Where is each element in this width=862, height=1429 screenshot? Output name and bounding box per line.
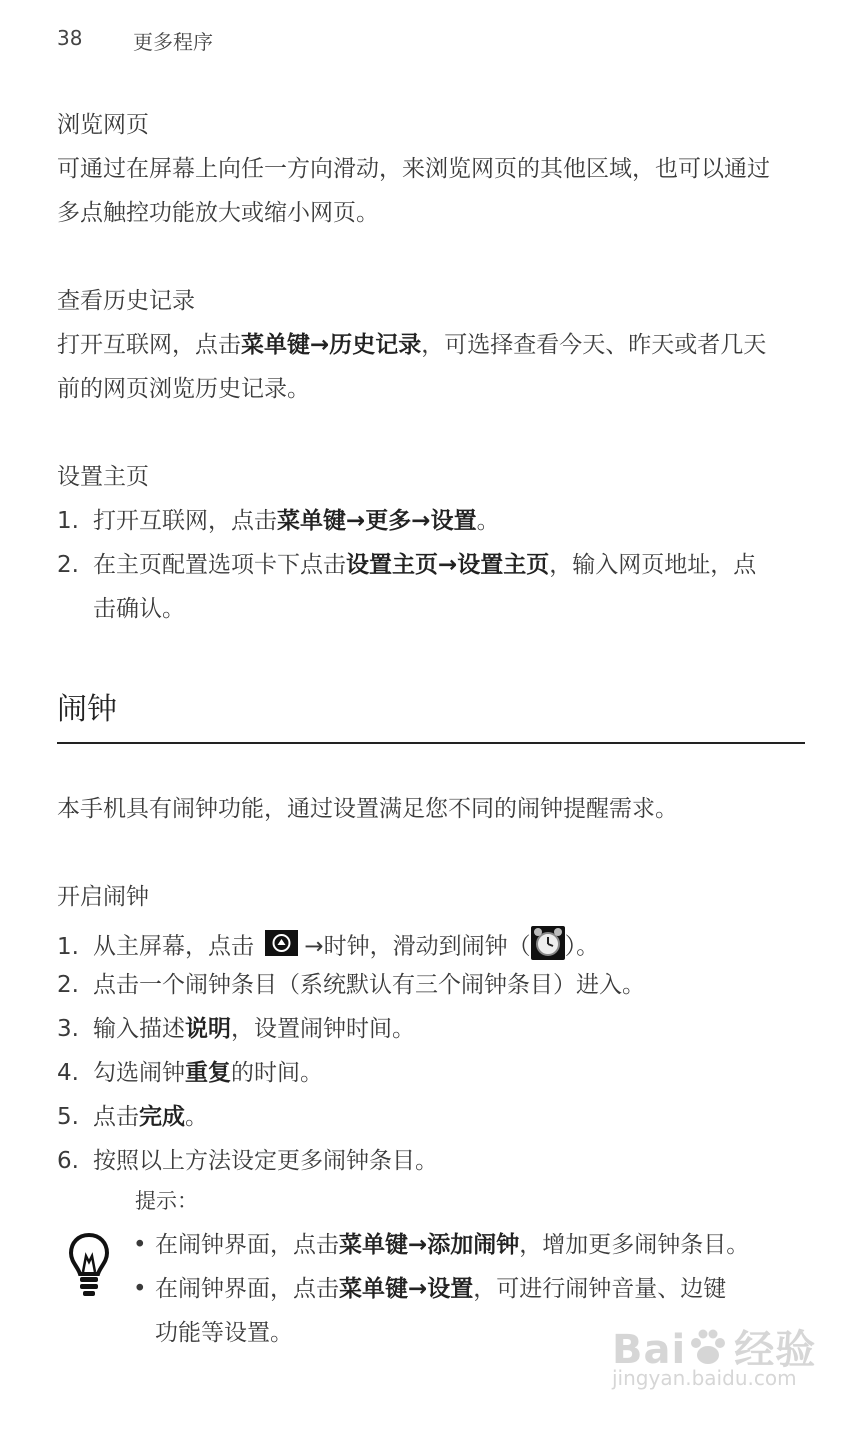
tip-text: 在闹钟界面，点击 xyxy=(155,1232,339,1258)
step-text: 点击 xyxy=(93,1104,139,1130)
tip-text: 在闹钟界面，点击 xyxy=(155,1276,339,1302)
description-term: 说明 xyxy=(185,1016,231,1042)
section-heading: 闹钟 xyxy=(57,692,117,727)
history-title: 查看历史记录 xyxy=(57,288,195,314)
step-number: 1. xyxy=(57,933,79,960)
homepage-title: 设置主页 xyxy=(57,464,149,490)
step-text: 的时间。 xyxy=(231,1060,323,1086)
tip-label: 提示： xyxy=(135,1189,198,1213)
arrow: → xyxy=(310,332,330,358)
step-text: ，输入网页地址，点 xyxy=(549,552,757,578)
step-number: 4. xyxy=(57,1060,79,1086)
step-text: 在主页配置选项卡下点击 xyxy=(93,552,346,578)
arrow: → xyxy=(438,552,458,578)
history-line-1 xyxy=(57,330,766,360)
menu-key-term: 菜单键 xyxy=(339,1232,408,1258)
more-term: 更多 xyxy=(365,508,412,534)
tip-bullet-2-cont: 功能等设置。 xyxy=(155,1320,293,1346)
alarm-step-2 xyxy=(57,970,645,1000)
alarm-step-4 xyxy=(57,1058,323,1088)
arrow: → xyxy=(408,1232,428,1258)
section-name: 更多程序 xyxy=(133,30,213,54)
open-alarm-title: 开启闹钟 xyxy=(57,884,149,910)
done-term: 完成 xyxy=(139,1104,185,1130)
history-line-2: 前的网页浏览历史记录。 xyxy=(57,376,310,402)
alarm-step-6 xyxy=(57,1146,438,1176)
tip-text: ，可进行闹钟音量、边键 xyxy=(473,1276,727,1302)
browse-line-2: 多点触控功能放大或缩小网页。 xyxy=(57,200,379,226)
homepage-step-2-cont: 击确认。 xyxy=(93,596,185,622)
step-number: 3. xyxy=(57,1016,79,1042)
settings-term: 设置 xyxy=(427,1276,474,1302)
watermark-url: jingyan.baidu.com xyxy=(612,1366,797,1390)
step-number: 2. xyxy=(57,972,79,998)
history-term: 历史记录 xyxy=(329,332,422,358)
browse-title: 浏览网页 xyxy=(57,112,149,138)
repeat-term: 重复 xyxy=(185,1060,231,1086)
bullet: • xyxy=(133,1232,147,1258)
homepage-step-2 xyxy=(57,550,756,580)
alarm-step-3 xyxy=(57,1014,415,1044)
step-text: 输入描述 xyxy=(93,1016,185,1042)
step-number: 6. xyxy=(57,1148,79,1174)
menu-key-term: 菜单键 xyxy=(241,332,310,358)
set-homepage-term: 设置主页 xyxy=(457,552,550,578)
set-homepage-term: 设置主页 xyxy=(346,552,438,578)
step-text: →时钟，滑动到闹钟（ xyxy=(304,933,531,960)
menu-key-term: 菜单键 xyxy=(277,508,346,534)
alarm-intro: 本手机具有闹钟功能，通过设置满足您不同的闹钟提醒需求。 xyxy=(57,796,678,822)
history-text: ，可选择查看今天、昨天或者几天 xyxy=(421,332,767,358)
step-text: 打开互联网，点击 xyxy=(93,508,277,534)
tip-bullet-1 xyxy=(133,1230,749,1260)
step-number: 5. xyxy=(57,1104,79,1130)
alarm-clock-icon xyxy=(531,926,565,968)
bullet: • xyxy=(133,1276,147,1302)
add-alarm-term: 添加闹钟 xyxy=(427,1232,520,1258)
homepage-step-1 xyxy=(57,506,500,536)
app-drawer-icon xyxy=(265,930,298,964)
step-number: 1. xyxy=(57,508,79,534)
watermark-brand-text: 经验 xyxy=(734,1327,817,1373)
step-text: ，设置闹钟时间。 xyxy=(231,1016,415,1042)
settings-term: 设置 xyxy=(430,508,477,534)
tip-text: ，增加更多闹钟条目。 xyxy=(519,1232,750,1258)
step-text: 。 xyxy=(185,1104,208,1130)
step-number: 2. xyxy=(57,552,79,578)
step-text: 勾选闹钟 xyxy=(93,1060,185,1086)
arrow: → xyxy=(408,1276,428,1302)
tip-bullet-2 xyxy=(133,1274,726,1304)
lightbulb-icon xyxy=(68,1232,110,1302)
alarm-step-5 xyxy=(57,1102,208,1132)
arrow: → xyxy=(411,508,431,534)
step-text: 。 xyxy=(476,508,500,534)
section-divider xyxy=(57,742,805,744)
step-text: 按照以上方法设定更多闹钟条目。 xyxy=(93,1148,438,1174)
alarm-step-1 xyxy=(57,926,599,968)
step-text: 从主屏幕，点击 xyxy=(93,933,254,960)
step-text: ）。 xyxy=(564,933,600,960)
watermark-brand-text: Bai xyxy=(612,1327,687,1373)
page-number: 38 xyxy=(57,26,83,50)
history-text: 打开互联网，点击 xyxy=(57,332,241,358)
browse-line-1: 可通过在屏幕上向任一方向滑动，来浏览网页的其他区域，也可以通过 xyxy=(57,156,770,182)
menu-key-term: 菜单键 xyxy=(339,1276,408,1302)
step-text: 点击一个闹钟条目（系统默认有三个闹钟条目）进入。 xyxy=(93,972,645,998)
arrow: → xyxy=(346,508,366,534)
